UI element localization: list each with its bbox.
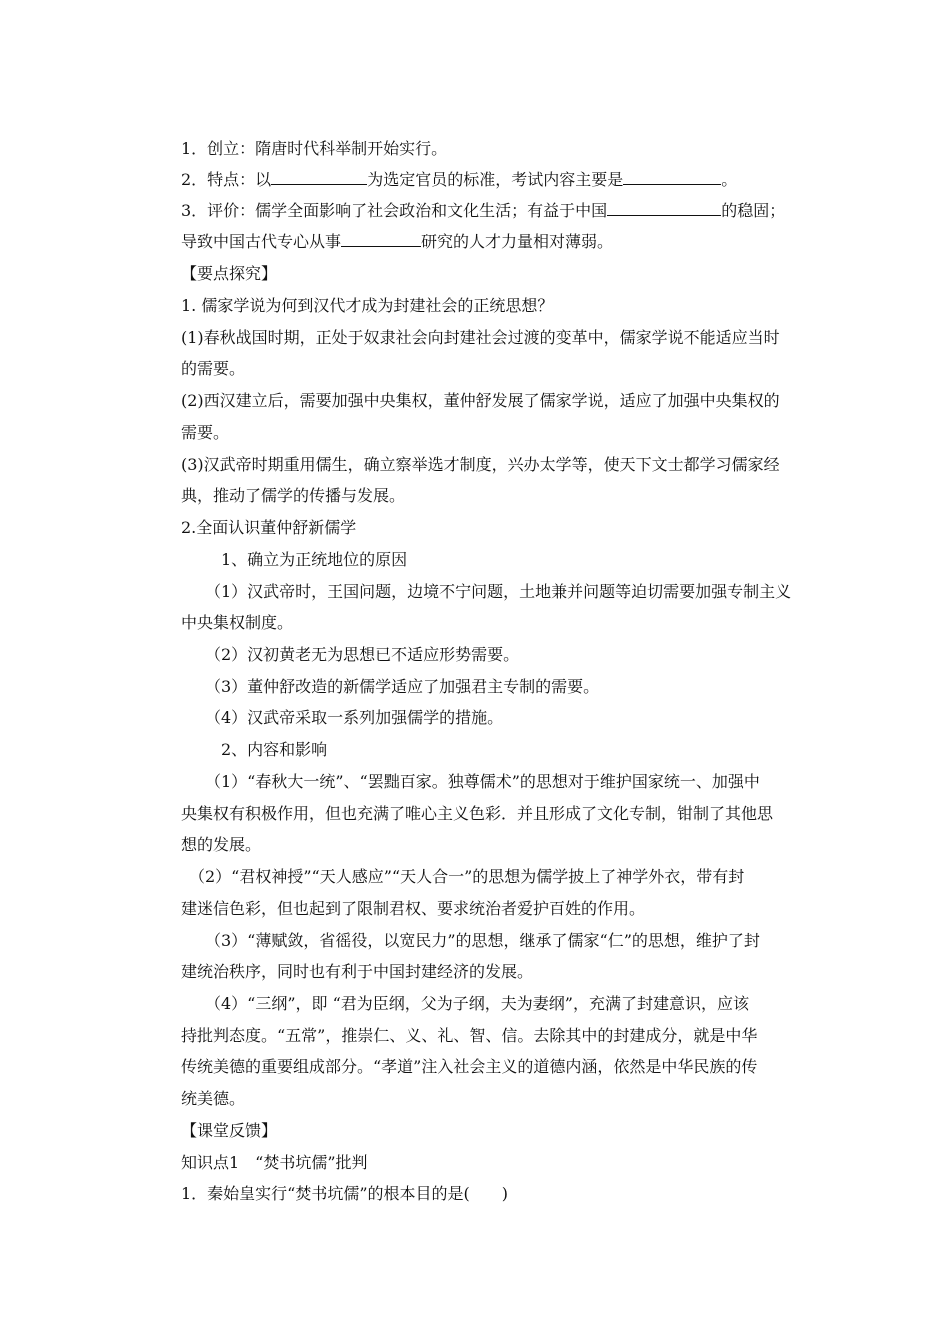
text-span: 3．评价：儒学全面影响了社会政治和文化生活；有益于中国 — [181, 201, 608, 220]
text-span: 导致中国古代专心从事 — [181, 232, 342, 251]
section-heading-yaodian: 【要点探究】 — [181, 264, 278, 283]
keju-evaluation-line — [181, 201, 785, 221]
paragraph-line: 想的发展。 — [181, 835, 262, 854]
knowledge-point-1: 知识点1 “焚书坑儒”批判 — [181, 1153, 368, 1172]
paragraph-line: 持批判态度。“五常”，推崇仁、义、礼、智、信。去除其中的封建成分，就是中华 — [181, 1026, 758, 1045]
subheading-1: 1、确立为正统地位的原因 — [221, 550, 408, 569]
paragraph-line: （4）“三纲”，即 “君为臣纲，父为子纲，夫为妻纲”，充满了封建意识，应该 — [205, 994, 749, 1013]
paragraph-line: 建统治秩序，同时也有利于中国封建经济的发展。 — [181, 962, 534, 981]
section-heading-ketang: 【课堂反馈】 — [181, 1121, 278, 1140]
paragraph-line: 传统美德的重要组成部分。“孝道”注入社会主义的道德内涵，依然是中华民族的传 — [181, 1057, 758, 1076]
fill-blank-3[interactable] — [607, 201, 721, 216]
paragraph-line: （2）“君权神授”“天人感应”“天人合一”的思想为儒学披上了神学外衣，带有封 — [189, 867, 745, 886]
paragraph-line: 中央集权制度。 — [181, 613, 294, 632]
text-span: 的稳固； — [721, 201, 786, 220]
paragraph-line: （1）“春秋大一统”、“罢黜百家。独尊儒术”的思想对于维护国家统一、加强中 — [205, 772, 760, 791]
paragraph-line: (3)汉武帝时期重用儒生，确立察举选才制度，兴办太学等，使天下文士都学习儒家经 — [181, 455, 780, 474]
paragraph-line: 典，推动了儒学的传播与发展。 — [181, 486, 406, 505]
keju-evaluation-line-2 — [181, 232, 613, 252]
paragraph-line: 的需要。 — [181, 359, 246, 378]
paragraph-line: （1）汉武帝时，王国问题，边境不宁问题，土地兼并问题等迫切需要加强专制主义 — [205, 582, 792, 601]
paragraph-line: (1)春秋战国时期，正处于奴隶社会向封建社会过渡的变革中，儒家学说不能适应当时 — [181, 328, 780, 347]
subheading-2: 2、内容和影响 — [221, 740, 328, 759]
paragraph-line: （3）董仲舒改造的新儒学适应了加强君主专制的需要。 — [205, 677, 600, 696]
text-span: 研究的人才力量相对薄弱。 — [421, 232, 614, 251]
keju-origin-line: 1．创立：隋唐时代科举制开始实行。 — [181, 139, 448, 158]
paragraph-line: 建迷信色彩，但也起到了限制君权、要求统治者爱护百姓的作用。 — [181, 899, 646, 918]
paragraph-line: 统美德。 — [181, 1089, 246, 1108]
paragraph-line: （3）“薄赋敛，省徭役，以宽民力”的思想，继承了儒家“仁”的思想，维护了封 — [205, 931, 760, 950]
text-span: 为选定官员的标准，考试内容主要是 — [367, 170, 624, 189]
paragraph-line: 需要。 — [181, 423, 230, 442]
text-span: 2．特点：以 — [181, 170, 272, 189]
question-1: 1. 儒家学说为何到汉代才成为封建社会的正统思想？ — [181, 296, 554, 315]
keju-feature-line — [181, 170, 737, 190]
fill-blank-4[interactable] — [341, 232, 421, 247]
fill-blank-2[interactable] — [623, 170, 721, 185]
paragraph-line: （4）汉武帝采取一系列加强儒学的措施。 — [205, 708, 504, 727]
paragraph-line: (2)西汉建立后，需要加强中央集权，董仲舒发展了儒家学说，适应了加强中央集权的 — [181, 391, 780, 410]
text-span: 。 — [721, 170, 738, 189]
exercise-question-1: 1．秦始皇实行“焚书坑儒”的根本目的是( ) — [181, 1184, 509, 1203]
paragraph-line: （2）汉初黄老无为思想已不适应形势需要。 — [205, 645, 520, 664]
question-2: 2.全面认识董仲舒新儒学 — [181, 518, 357, 537]
fill-blank-1[interactable] — [271, 170, 367, 185]
paragraph-line: 央集权有积极作用，但也充满了唯心主义色彩．并且形成了文化专制，钳制了其他思 — [181, 804, 774, 823]
